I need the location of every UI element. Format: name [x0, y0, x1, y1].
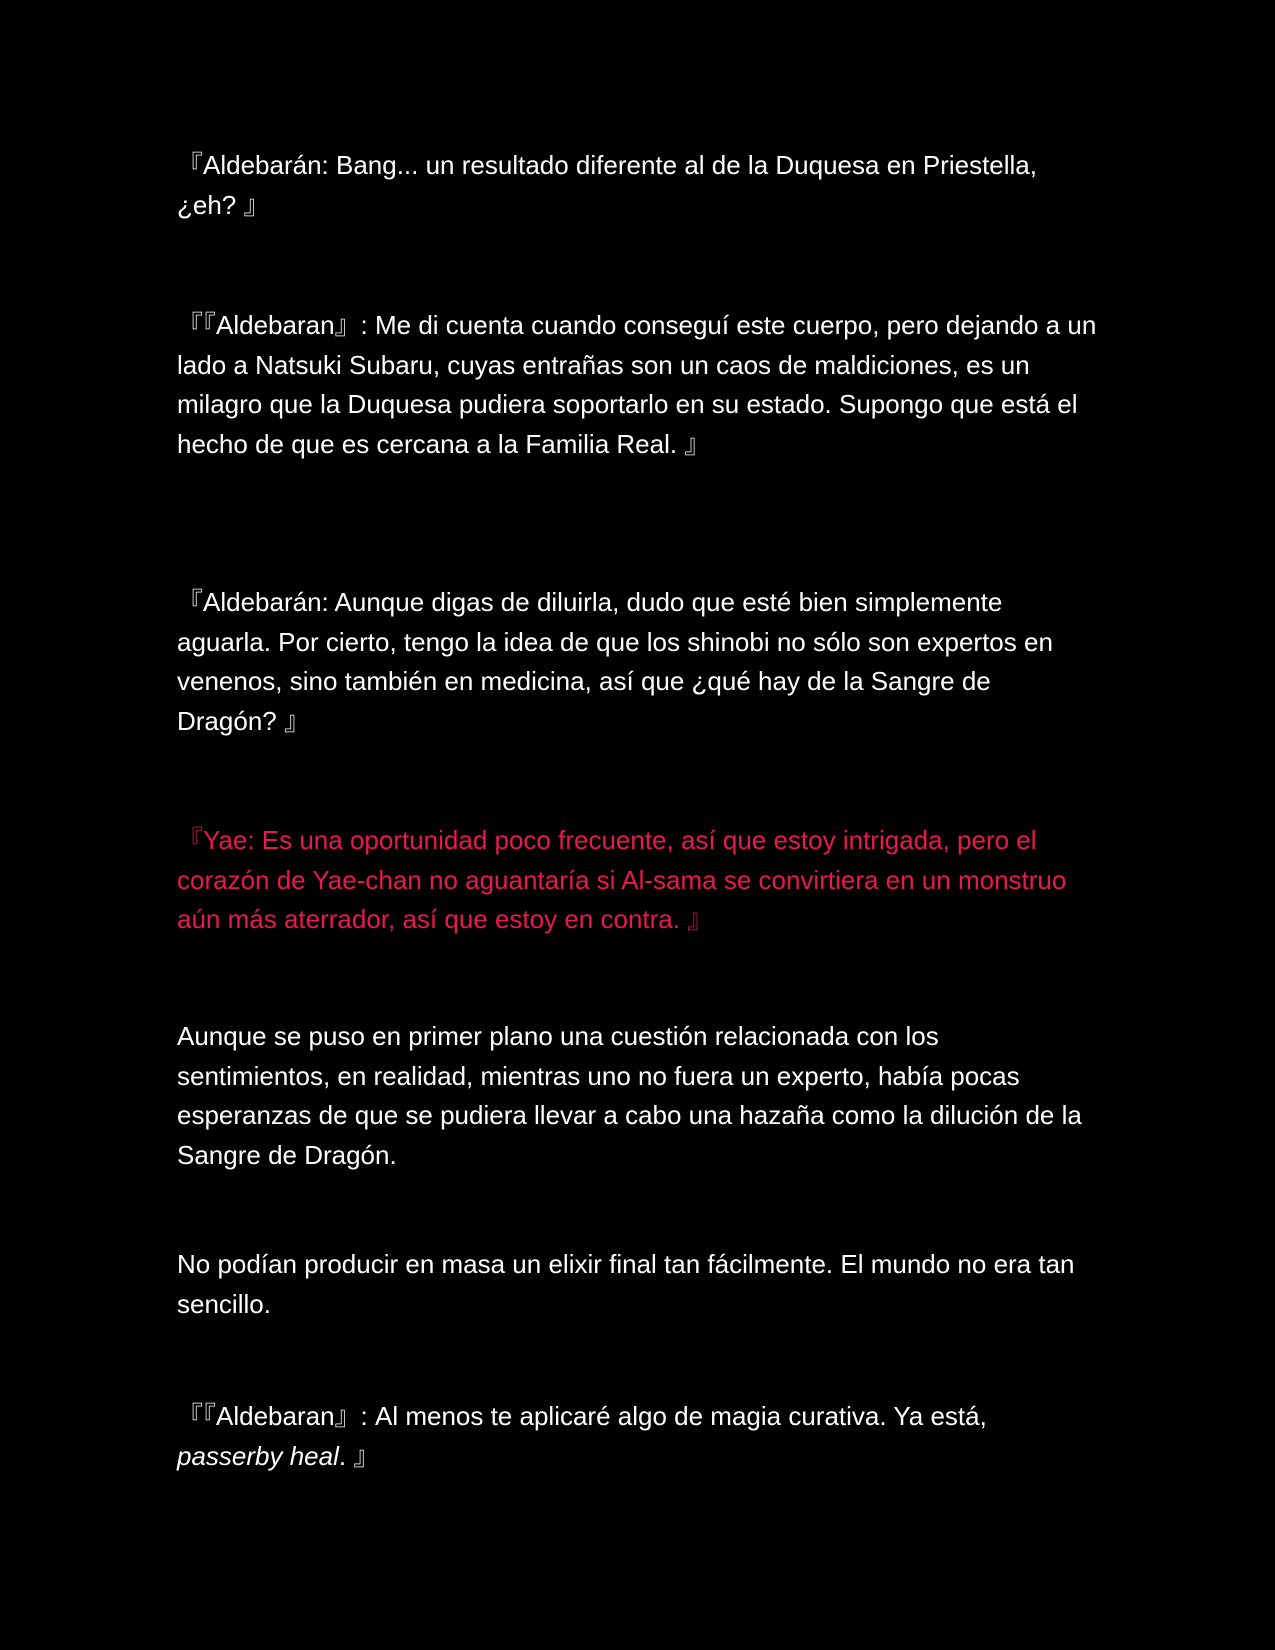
paragraph-text: 『Aldebarán: Bang... un resultado diferente al de la Duquesa en Priestella, ¿eh? 』 [177, 150, 1045, 220]
paragraph-aldebaran-body [177, 306, 1104, 464]
paragraph-text-before: 『『Aldebaran』: Al menos te aplicaré algo de magia curativa. Ya está, [177, 1401, 995, 1431]
paragraph-narration-elixir [177, 1245, 1097, 1324]
paragraph-text: No podían producir en masa un elixir final tan fácilmente. El mundo no era tan sencillo. [177, 1249, 1082, 1319]
paragraph-text: 『Aldebarán: Aunque digas de diluirla, dudo que esté bien simplemente aguarla. Por cierto, tengo la idea de que los shinobi no sólo son expertos en venenos, sino también en medicina, así que ¿qué hay de la Sangre de Dragón? 』 [177, 587, 1061, 736]
paragraph-aldebaran-diluirla [177, 583, 1097, 741]
paragraph-aldebaran-heal [177, 1397, 1097, 1476]
paragraph-narration-sentimientos [177, 1017, 1097, 1175]
paragraph-yae-red [177, 821, 1097, 940]
paragraph-text-italic: passerby heal [177, 1440, 339, 1471]
paragraph-text: 『Yae: Es una oportunidad poco frecuente, así que estoy intrigada, pero el corazón de Yae-chan no aguantaría si Al-sama se convirtiera en un monstruo aún más aterrador, así que estoy en contra. 』 [177, 825, 1074, 934]
paragraph-aldebaran-bang [177, 146, 1097, 225]
paragraph-text: 『『Aldebaran』: Me di cuenta cuando conseguí este cuerpo, pero dejando a un lado a Natsuki Subaru, cuyas entrañas son un caos de maldiciones, es un milagro que la Duquesa pudiera soportarlo en su estado. Supongo que está el hecho de que es cercana a la Familia Real. 』 [177, 310, 1104, 459]
paragraph-text: Aunque se puso en primer plano una cuestión relacionada con los sentimientos, en realidad, mientras uno no fuera un experto, había pocas esperanzas de que se pudiera llevar a cabo una hazaña como la dilución de la Sangre de Dragón. [177, 1021, 1090, 1170]
paragraph-text-after: . 』 [338, 1440, 380, 1471]
